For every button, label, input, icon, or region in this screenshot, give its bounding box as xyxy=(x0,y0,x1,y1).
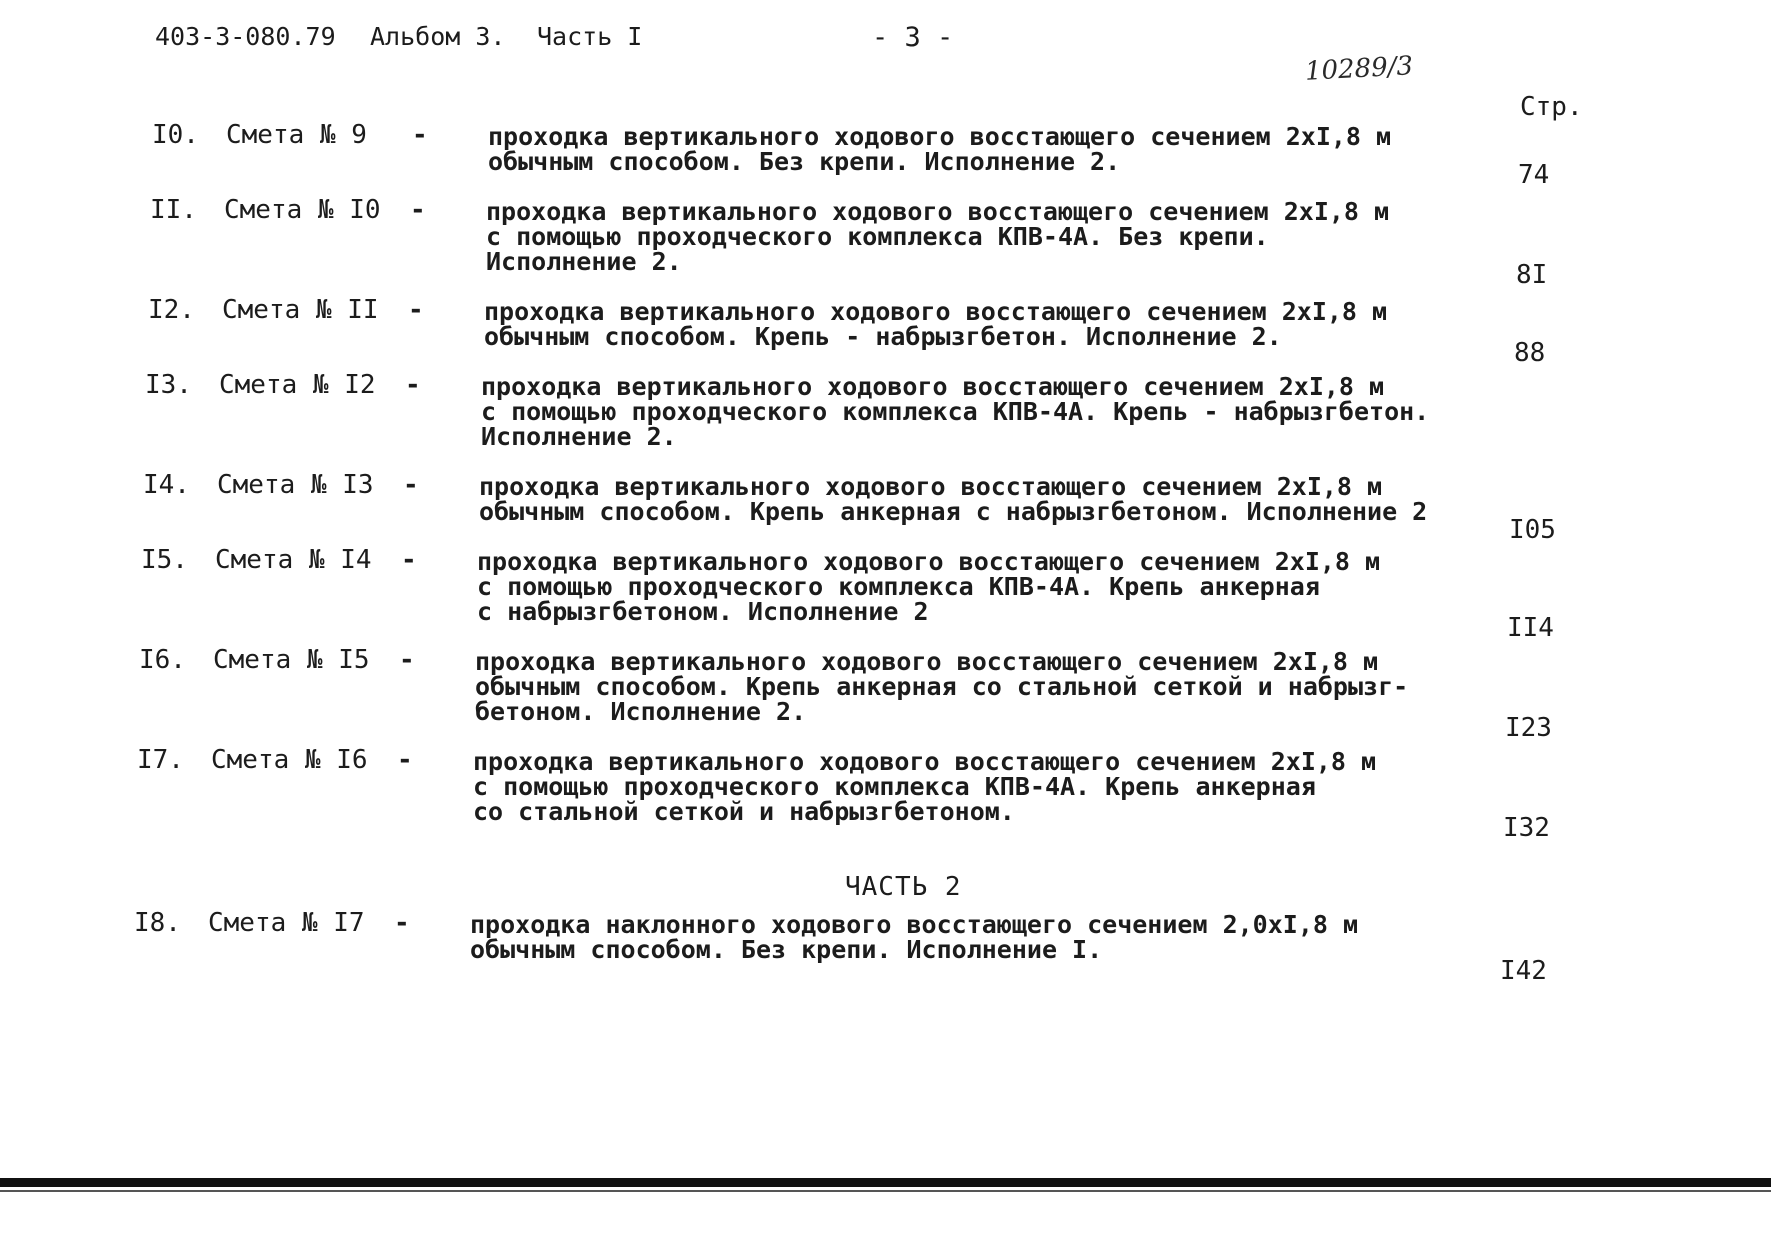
page-reference: I32 xyxy=(1503,813,1550,843)
bottom-rule xyxy=(0,1178,1771,1187)
page-reference: 74 xyxy=(1518,160,1550,190)
description-line: обычным способом. Крепь анкерная с набрызгбетоном. Исполнение 2 xyxy=(479,497,1428,526)
bottom-rule-thin xyxy=(0,1190,1771,1192)
section-heading: ЧАСТЬ 2 xyxy=(845,872,962,902)
entry-description xyxy=(470,912,1358,962)
entry-number: I6. xyxy=(139,645,186,675)
description-line: с помощью проходческого комплекса КПВ-4А. Без крепи. xyxy=(486,222,1269,251)
entry-description xyxy=(475,649,1408,724)
document-code: 403-3-080.79 xyxy=(155,22,336,51)
entry-dash: - xyxy=(403,470,419,500)
toc-entry xyxy=(0,745,1771,843)
toc-entry xyxy=(0,195,1771,290)
page-column-header: Стр. xyxy=(1520,92,1583,122)
description-line: с помощью проходческого комплекса КПВ-4А. Крепь анкерная xyxy=(477,572,1320,601)
description-line: с помощью проходческого комплекса КПВ-4А. Крепь - набрызгбетон. xyxy=(481,397,1430,426)
entry-description xyxy=(473,749,1376,824)
entry-dash: - xyxy=(394,908,410,938)
handwritten-reference: 10289/3 xyxy=(1304,51,1414,87)
estimate-title: Смета № I0 xyxy=(224,195,381,225)
description-line: проходка вертикального ходового восстающего сечением 2хI,8 м xyxy=(475,647,1379,676)
entry-description xyxy=(479,474,1427,524)
entry-dash: - xyxy=(397,745,413,775)
description-line: проходка наклонного ходового восстающего сечением 2,0хI,8 м xyxy=(470,910,1359,939)
page-reference: I23 xyxy=(1505,713,1552,743)
toc-entry xyxy=(0,908,1771,998)
page-reference: I05 xyxy=(1509,515,1556,545)
description-line: с помощью проходческого комплекса КПВ-4А. Крепь анкерная xyxy=(473,772,1316,801)
toc-entry xyxy=(0,545,1771,643)
description-line: проходка вертикального ходового восстающего сечением 2хI,8 м xyxy=(481,372,1385,401)
entry-description xyxy=(486,199,1389,274)
entry-number: I8. xyxy=(134,908,181,938)
entry-number: I2. xyxy=(148,295,195,325)
entry-dash: - xyxy=(399,645,415,675)
entry-number: I0. xyxy=(152,120,199,150)
description-line: обычным способом. Без крепи. Исполнение I. xyxy=(470,935,1103,964)
entry-dash: - xyxy=(408,295,424,325)
entry-description xyxy=(481,374,1429,449)
description-line: проходка вертикального ходового восстающего сечением 2хI,8 м xyxy=(488,122,1392,151)
description-line: проходка вертикального ходового восстающего сечением 2хI,8 м xyxy=(473,747,1377,776)
estimate-title: Смета № I7 xyxy=(208,908,365,938)
toc-entry xyxy=(0,370,1771,460)
description-line: проходка вертикального ходового восстающего сечением 2хI,8 м xyxy=(484,297,1388,326)
description-line: Исполнение 2. xyxy=(481,422,677,451)
page-reference: I42 xyxy=(1500,956,1547,986)
estimate-title: Смета № I5 xyxy=(213,645,370,675)
entry-number: II. xyxy=(150,195,197,225)
estimate-title: Смета № I3 xyxy=(217,470,374,500)
estimate-title: Смета № II xyxy=(222,295,379,325)
entry-dash: - xyxy=(410,195,426,225)
page-reference: 8I xyxy=(1516,260,1548,290)
entry-number: I3. xyxy=(145,370,192,400)
description-line: обычным способом. Крепь анкерная со стальной сеткой и набрызг- xyxy=(475,672,1409,701)
entry-number: I5. xyxy=(141,545,188,575)
description-line: бетоном. Исполнение 2. xyxy=(475,697,807,726)
estimate-title: Смета № I6 xyxy=(211,745,368,775)
page-number: - 3 - xyxy=(872,22,954,53)
description-line: Исполнение 2. xyxy=(486,247,682,276)
estimate-title: Смета № I2 xyxy=(219,370,376,400)
toc-entry xyxy=(0,645,1771,743)
description-line: со стальной сеткой и набрызгбетоном. xyxy=(473,797,1015,826)
description-line: проходка вертикального ходового восстающего сечением 2хI,8 м xyxy=(479,472,1383,501)
entry-number: I4. xyxy=(143,470,190,500)
description-line: проходка вертикального ходового восстающего сечением 2хI,8 м xyxy=(477,547,1381,576)
description-line: с набрызгбетоном. Исполнение 2 xyxy=(477,597,929,626)
page-reference: 88 xyxy=(1514,338,1546,368)
entry-description xyxy=(477,549,1380,624)
description-line: обычным способом. Без крепи. Исполнение 2. xyxy=(488,147,1121,176)
entry-description xyxy=(488,124,1391,174)
description-line: обычным способом. Крепь - набрызгбетон. Исполнение 2. xyxy=(484,322,1282,351)
entry-dash: - xyxy=(412,120,428,150)
entry-number: I7. xyxy=(137,745,184,775)
entry-dash: - xyxy=(401,545,417,575)
estimate-title: Смета № I4 xyxy=(215,545,372,575)
album-label: Альбом 3. xyxy=(370,22,506,51)
page-reference: II4 xyxy=(1507,613,1554,643)
entry-dash: - xyxy=(405,370,421,400)
description-line: проходка вертикального ходового восстающего сечением 2хI,8 м xyxy=(486,197,1390,226)
entry-description xyxy=(484,299,1387,349)
part-label: Часть I xyxy=(537,22,643,51)
estimate-title: Смета № 9 xyxy=(226,120,367,150)
